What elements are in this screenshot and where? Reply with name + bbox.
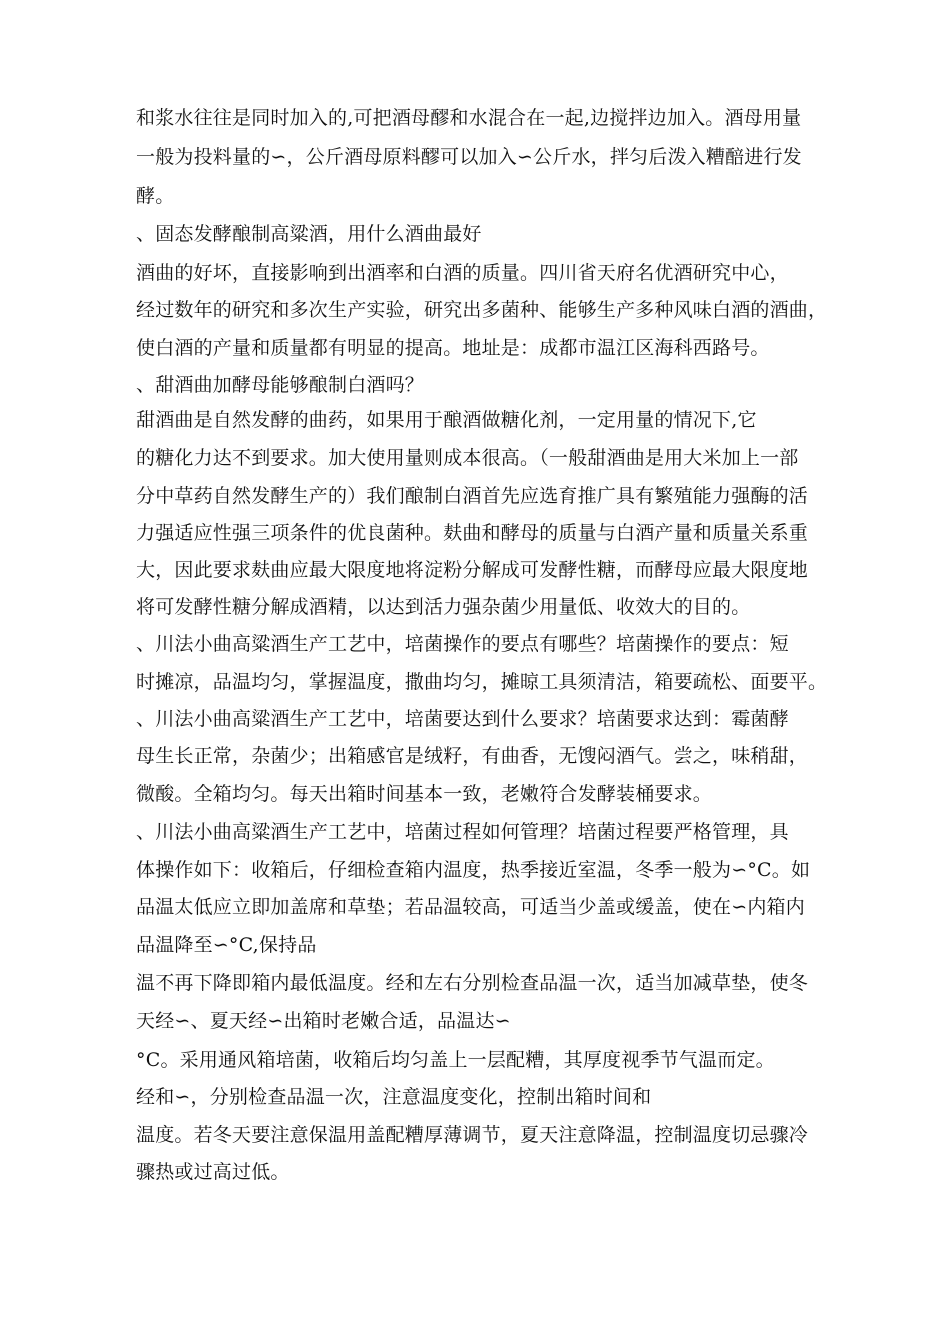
- section-heading: 、固态发酵酿制高粱酒，用什么酒曲最好: [136, 223, 482, 245]
- text-line: 一般为投料量的∽，公斤酒母原料醪可以加入∽公斤水，拌匀后泼入糟醅进行发: [136, 146, 802, 168]
- text-line: 品温太低应立即加盖席和草垫；若品温较高，可适当少盖或缓盖，使在∽内箱内: [136, 896, 805, 918]
- text-line: °C。采用通风箱培菌，收箱后均匀盖上一层配糟，其厚度视季节气温而定。: [136, 1049, 775, 1071]
- text-line: 经过数年的研究和多次生产实验，研究出多菌种、能够生产多种风味白酒的酒曲，: [136, 299, 828, 321]
- text-line: 天经∽、夏天经∽出箱时老嫩合适，品温达∽: [136, 1010, 511, 1032]
- text-line: 酒曲的好坏，直接影响到出酒率和白酒的质量。四川省天府名优酒研究中心，: [136, 262, 789, 284]
- text-line: 甜酒曲是自然发酵的曲药，如果用于酿酒做糖化剂，一定用量的情况下,它: [136, 409, 757, 431]
- text-line: 品温降至∽°C,保持品: [136, 934, 317, 956]
- text-line: 经和∽，分别检查品温一次，注意温度变化，控制出箱时间和: [136, 1086, 652, 1108]
- text-line: 分中草药自然发酵生产的）我们酿制白酒首先应选育推广具有繁殖能力强酶的活: [136, 485, 809, 507]
- text-line: 母生长正常，杂菌少；出箱感官是绒籽，有曲香，无馊闷酒气。尝之，味稍甜，: [136, 745, 809, 767]
- text-line: 温不再下降即箱内最低温度。经和左右分别检查品温一次，适当加减草垫，使冬: [136, 972, 809, 994]
- section-heading: 、甜酒曲加酵母能够酿制白酒吗？: [136, 374, 425, 396]
- text-line: 、川法小曲高粱酒生产工艺中，培菌操作的要点有哪些？培菌操作的要点：短: [136, 633, 789, 655]
- text-line: 大，因此要求麸曲应最大限度地将淀粉分解成可发酵性糖，而酵母应最大限度地: [136, 559, 809, 581]
- text-line: 将可发酵性糖分解成酒精，以达到活力强杂菌少用量低、收效大的目的。: [136, 596, 751, 618]
- text-line: 、川法小曲高粱酒生产工艺中，培菌过程如何管理？培菌过程要严格管理，具: [136, 821, 789, 843]
- text-line: 体操作如下：收箱后，仔细检查箱内温度，热季接近室温，冬季一般为∽°C。如: [136, 859, 811, 881]
- text-line: 酵。: [136, 185, 175, 207]
- text-line: 的糖化力达不到要求。加大使用量则成本很高。（一般甜酒曲是用大米加上一部: [136, 447, 799, 469]
- text-line: 、川法小曲高粱酒生产工艺中，培菌要达到什么要求？培菌要求达到：霉菌酵: [136, 708, 789, 730]
- text-line: 使白酒的产量和质量都有明显的提高。地址是：成都市温江区海科西路号。: [136, 337, 770, 359]
- text-line: 时摊凉，品温均匀，掌握温度，撒曲均匀，摊晾工具须清洁，箱要疏松、面要平。: [136, 671, 828, 693]
- text-line: 和浆水往往是同时加入的,可把酒母醪和水混合在一起,边搅拌边加入。酒母用量: [136, 107, 802, 129]
- text-line: 骤热或过高过低。: [136, 1161, 290, 1183]
- text-line: 温度。若冬天要注意保温用盖配糟厚薄调节，夏天注意降温，控制温度切忌骤冷: [136, 1124, 809, 1146]
- text-line: 力强适应性强三项条件的优良菌种。麸曲和酵母的质量与白酒产量和质量关系重: [136, 522, 809, 544]
- text-line: 微酸。全箱均匀。每天出箱时间基本一致，老嫩符合发酵装桶要求。: [136, 783, 713, 805]
